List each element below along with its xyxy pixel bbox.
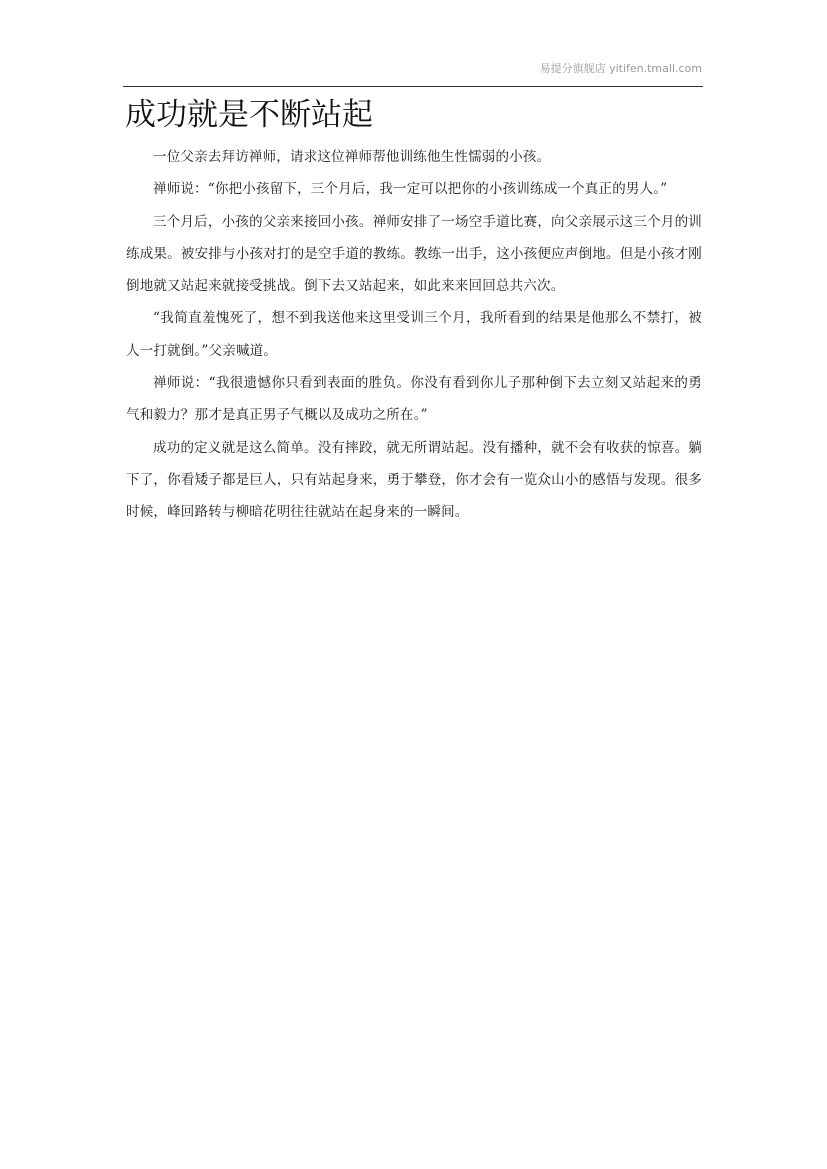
paragraph: 一位父亲去拜访禅师，请求这位禅师帮他训练他生性懦弱的小孩。 (153, 149, 551, 165)
paragraph: 禅师说：“我很遗憾你只看到表面的胜负。你没有看到你儿子那种倒下去立刻又站起来的勇气和毅力？那才是真正男子气概以及成功之所在。” (126, 375, 702, 424)
header-divider (123, 86, 703, 87)
article-title: 成功就是不断站起 (125, 97, 373, 133)
paragraph: 成功的定义就是这么简单。没有摔跤，就无所谓站起。没有播种，就不会有收获的惊喜。躺下了，你看矮子都是巨人，只有站起身来，勇于攀登，你才会有一览众山小的感悟与发现。很多时候，峰回路转与柳暗花明往往就站在起身来的一瞬间。 (126, 439, 702, 521)
paragraph: 三个月后，小孩的父亲来接回小孩。禅师安排了一场空手道比赛，向父亲展示这三个月的训练成果。被安排与小孩对打的是空手道的教练。教练一出手，这小孩便应声倒地。但是小孩才刚倒地就又站起来就接受挑战。倒下去又站起来，如此来来回回总共六次。 (126, 213, 702, 295)
paragraph: “我简直羞愧死了，想不到我送他来这里受训三个月，我所看到的结果是他那么不禁打，被人一打就倒。”父亲喊道。 (126, 310, 702, 359)
header-store-text: 易提分旗舰店 yitifen.tmall.com (539, 62, 702, 75)
article-body (126, 141, 702, 529)
paragraph: 禅师说：“你把小孩留下，三个月后，我一定可以把你的小孩训练成一个真正的男人。” (153, 181, 668, 198)
